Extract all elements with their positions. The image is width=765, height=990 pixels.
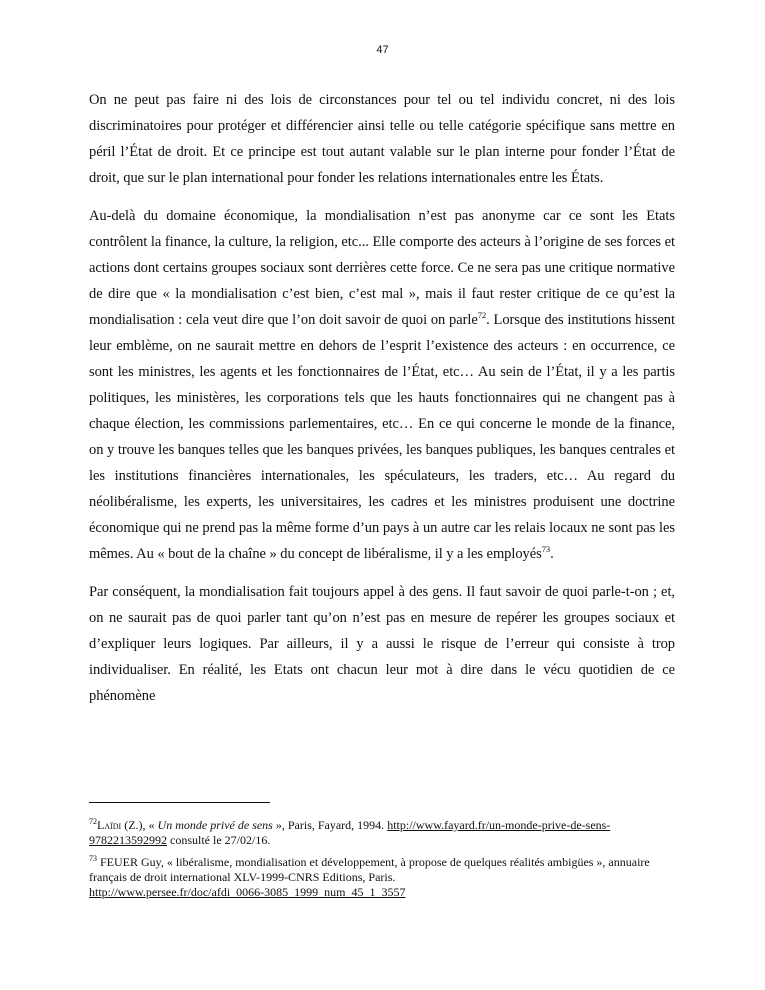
footnote-73-link[interactable]: http://www.persee.fr/doc/afdi_0066-3085_1999_num_45_1_3557 — [89, 885, 406, 899]
footnote-separator — [89, 802, 270, 803]
footnote-72-link[interactable]: http://www.fayard.fr/un-monde-prive-de-sens-9782213592992 — [89, 818, 611, 847]
paragraph-1: On ne peut pas faire ni des lois de circonstances pour tel ou tel individu concret, ni des lois discriminatoires pour protéger et différencier ainsi telle ou telle catégorie spécifique sans mettre en péril l’État de droit. Et ce principe est tout autant valable sur le plan interne pour fonder l’État de droit, que sur le plan international pour fonder les relations internationales entre les États. — [89, 92, 675, 186]
footnote-72-author-initial: (Z.), « — [121, 818, 158, 832]
footnote-72-number: 72 — [89, 817, 97, 826]
footnote-ref-72[interactable]: 72 — [477, 310, 487, 320]
body-text — [89, 87, 675, 709]
paragraph-2 — [89, 203, 675, 567]
paragraph-2-part-1: Au-delà du domaine économique, la mondialisation n’est pas anonyme car ce sont les Etats contrôlent la finance, la culture, la religion, etc... Elle comporte des acteurs à l’origine de ses forces et actions dont certains groupes sociaux sont derrières cette force. Ce ne sera pas une critique normative de dire que « la mondialisation c’est bien, c’est mal », mais il faut rester critique de ce qu’est la mondialisation : cela veut dire que l’on doit savoir de quoi on parle — [89, 208, 675, 328]
footnote-72 — [89, 818, 679, 848]
footnote-73-number: 73 — [89, 854, 97, 863]
footnote-73 — [89, 855, 679, 900]
footnote-73-text: FEUER Guy, « libéralisme, mondialisation et développement, à propose de quelques réalités ambigües », annuaire français de droit international XLV-1999-CNRS Editions, Paris. — [89, 855, 650, 884]
paragraph-2-part-3: . — [550, 546, 554, 562]
page-number: 47 — [376, 44, 389, 56]
footnote-72-author: Laïdi — [97, 818, 122, 832]
paragraph-3: Par conséquent, la mondialisation fait toujours appel à des gens. Il faut savoir de quoi parle-t-on ; et, on ne saurait pas de quoi parler tant qu’on n’est pas en mesure de repérer les groupes sociaux et d’expliquer leurs logiques. Par ailleurs, il y a aussi le risque de l’erreur qui consiste à trop individualiser. En réalité, les Etats ont chacun leur mot à dire dans le vécu quotidien de ce phénomène — [89, 584, 675, 704]
footnote-72-title: Un monde privé de sens — [157, 818, 273, 832]
footnote-72-publication: », Paris, Fayard, 1994. — [272, 818, 388, 832]
paragraph-2-part-2: . Lorsque des institutions hissent leur emblème, on ne saurait mettre en dehors de l’esprit l’existence des acteurs : en occurrence, ce sont les ministres, les agents et les fonctionnaires de l’État, etc… Au sein de l’État, il y a les partis politiques, les ministères, les corporations tels que les hauts fonctionnaires qui ne changent pas à chaque élection, les commissions parlementaires, etc… En ce qui concerne le monde de la finance, on y trouve les banques telles que les banques privées, les banques publiques, les banques centrales et les institutions financières internationales, les spéculateurs, les traders, etc… Au regard du néolibéralisme, les experts, les universitaires, les cadres et les ministres produisent une doctrine économique qui ne prend pas la même forme d’un pays à un autre car les relais locaux ne sont pas les mêmes. Au « bout de la chaîne » du concept de libéralisme, il y a les employés — [89, 312, 675, 562]
footnotes — [89, 818, 679, 900]
footnote-72-consulted: consulté le 27/02/16. — [167, 833, 271, 847]
footnote-ref-73[interactable]: 73 — [541, 544, 551, 554]
